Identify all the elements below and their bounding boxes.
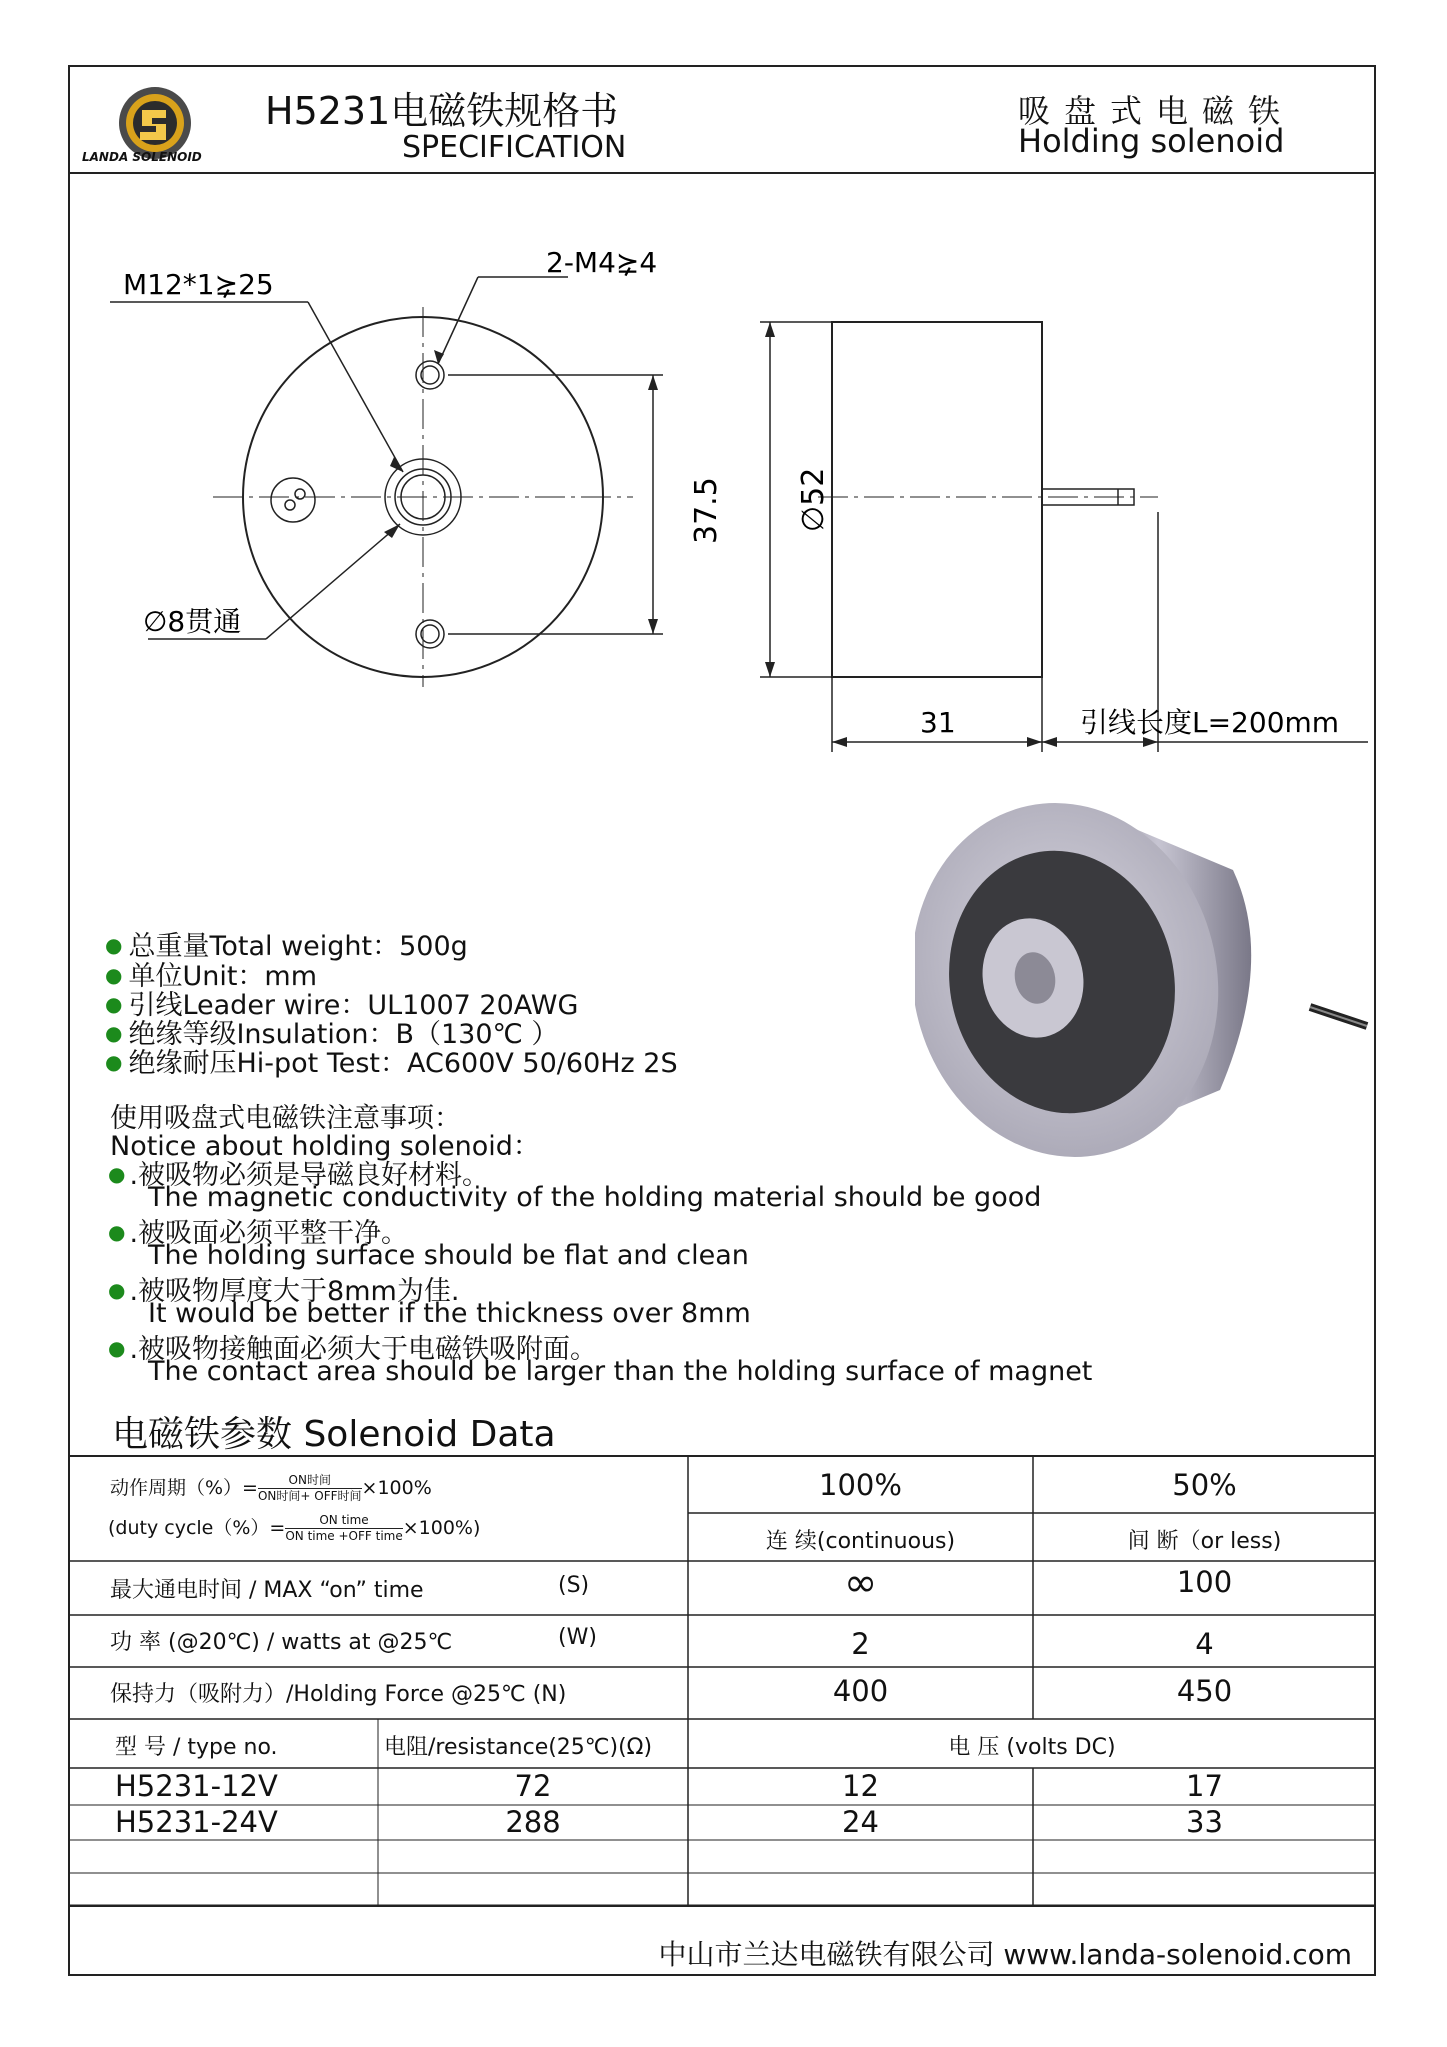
row-power-v1: 2 (851, 1627, 870, 1661)
spec-leader-wire: ● 引线Leader wire：UL1007 20AWG (105, 990, 579, 1021)
notice-item-cn: ● .被吸物必须是导磁良好材料。 (108, 1160, 490, 1191)
footer-divider (68, 1905, 1376, 1907)
duty-50-header: 50% (1172, 1468, 1237, 1502)
row-power-label: 功 率 (@20℃) / watts at @25℃ (110, 1630, 453, 1655)
spec-hipot: ● 绝缘耐压Hi-pot Test：AC600V 50/60Hz 2S (105, 1048, 678, 1079)
model-resistance: 288 (505, 1805, 561, 1839)
duty-cycle-formula-cn: 动作周期（%）= ON时间 ON时间+ OFF时间 ×100% (110, 1473, 432, 1503)
spec-title: H5231电磁铁规格书 (265, 89, 619, 133)
model-resistance: 72 (514, 1769, 552, 1803)
notice-item-en: It would be better if the thickness over 8mm (148, 1298, 751, 1329)
product-render (915, 790, 1375, 1190)
model-voltage-50: 33 (1186, 1805, 1223, 1839)
row-max-on-time-v2: 100 (1176, 1565, 1233, 1599)
row-max-on-time-unit: (S) (558, 1573, 590, 1598)
row-max-on-time-v1: ∞ (843, 1560, 878, 1606)
product-type-en: Holding solenoid (1018, 122, 1285, 160)
spec-subtitle: SPECIFICATION (402, 130, 627, 165)
model-voltage-50: 17 (1186, 1769, 1223, 1803)
solenoid-data-title: 电磁铁参数 Solenoid Data (112, 1414, 556, 1455)
resistance-header: 电阻/resistance(25℃)(Ω) (384, 1735, 653, 1760)
row-holding-force-label: 保持力（吸附力）/Holding Force @25℃ (N) (110, 1682, 567, 1707)
voltage-header: 电 压 (volts DC) (948, 1735, 1116, 1760)
notice-title-cn: 使用吸盘式电磁铁注意事项： (110, 1103, 461, 1134)
duty-cycle-formula-en: (duty cycle（%）= ON time ON time +OFF time ×100%) (108, 1513, 481, 1543)
bore-dim-label: ∅8贯通 (143, 605, 242, 638)
notice-item-cn: ● .被吸物接触面必须大于电磁铁吸附面。 (108, 1334, 598, 1365)
footer-company: 中山市兰达电磁铁有限公司 www.landa-solenoid.com (658, 1938, 1352, 1971)
spec-unit: ● 单位Unit：mm (105, 961, 318, 992)
row-holding-force-v2: 450 (1176, 1674, 1233, 1708)
type-no-header: 型 号 / type no. (115, 1735, 278, 1760)
mode-continuous: 连 续(continuous) (765, 1529, 956, 1554)
row-max-on-time-label: 最大通电时间 / MAX “on” time (110, 1578, 424, 1603)
technical-drawing (68, 172, 1376, 762)
model-type: H5231-12V (115, 1769, 278, 1803)
row-power-unit: (W) (558, 1625, 597, 1650)
row-holding-force-v1: 400 (832, 1674, 889, 1708)
notice-title-en: Notice about holding solenoid： (110, 1131, 540, 1162)
model-voltage-100: 12 (842, 1769, 879, 1803)
spec-insulation: ● 绝缘等级Insulation：B（130℃ ） (105, 1019, 559, 1050)
spec-weight: ● 总重量Total weight：500g (105, 931, 468, 962)
notice-item-en: The holding surface should be flat and clean (148, 1240, 749, 1271)
screw-dim-label: 2-M4⪲4 (546, 246, 658, 279)
product-type-cn: 吸盘式电磁铁 (1018, 92, 1295, 130)
thread-dim-label: M12*1⪲25 (123, 268, 274, 301)
row-power-v2: 4 (1195, 1627, 1214, 1661)
notice-item-en: The magnetic conductivity of the holding material should be good (148, 1182, 1042, 1213)
lead-length-dim: 引线长度L=200mm (1080, 706, 1340, 739)
model-voltage-100: 24 (842, 1805, 879, 1839)
mode-intermittent: 间 断（or less) (1127, 1529, 1282, 1554)
length-dim: 31 (920, 706, 956, 739)
diameter-dim: ∅52 (796, 467, 831, 532)
notice-item-cn: ● .被吸物厚度大于8mm为佳. (108, 1276, 460, 1307)
duty-100-header: 100% (819, 1468, 902, 1502)
logo-text: LANDA SOLENOID (82, 150, 202, 164)
model-type: H5231-24V (115, 1805, 278, 1839)
notice-item-en: The contact area should be larger than the holding surface of magnet (148, 1356, 1093, 1387)
hole-spacing-dim: 37.5 (689, 477, 724, 544)
notice-item-cn: ● .被吸面必须平整干净。 (108, 1218, 409, 1249)
